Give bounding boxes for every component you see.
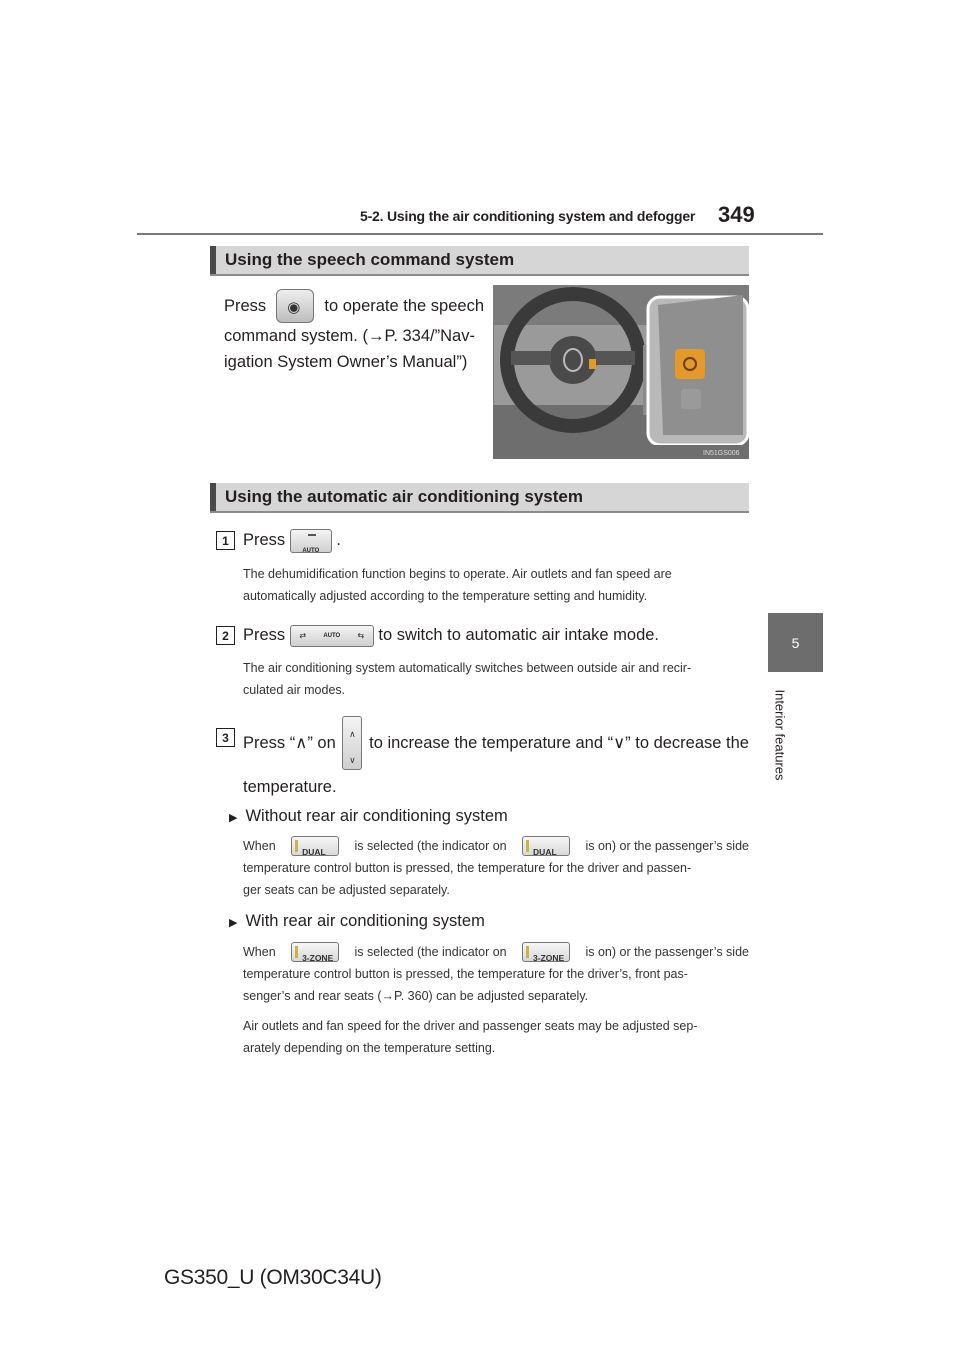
speech-paragraph: Press ◉ to operate the speech command system. (→P. 334/”Nav- igation System Owner’s Manual”)	[224, 289, 484, 375]
voice-command-button[interactable]	[276, 289, 314, 323]
step-1-description: The dehumidification function begins to operate. Air outlets and fan speed are automatically adjusted according to the temperature setting and humidity.	[243, 567, 672, 603]
step-2-description: The air conditioning system automatically switches between outside air and recir- culated air modes.	[243, 661, 692, 697]
without-rear-description: When DUAL is selected (the indicator on DUAL is on) or the passenger’s side temperature control button is pressed, the temperature for the driver and passen- ger seats can be adjusted separately.	[243, 835, 749, 901]
outside-air-icon: ⇆	[357, 630, 365, 640]
page-number: 349	[718, 202, 755, 227]
temperature-switch[interactable]	[342, 716, 362, 770]
chevron-down-icon: ∨	[349, 755, 356, 765]
model-code-footer: GS350_U (OM30C34U)	[164, 1266, 382, 1289]
with-rear-description: When 3-ZONE is selected (the indicator on 3-ZONE is on) or the passenger’s side temperature control button is pressed, the temperature for the driver’s, front pas- senger’s and rear seats (→P. 360) can be adjusted separately. Air outlets and fan speed for the driver and passenger seats may be adjusted sep- arately depending on the temperature setting.	[243, 941, 749, 1059]
air-intake-auto-button[interactable]: ⇄ AUTO ⇆	[290, 625, 374, 647]
chevron-up-icon: ∧	[349, 729, 356, 739]
step-3-text: Press “∧” on ∧ ∨ to increase the temperature and “∨” to decrease the temperature.	[243, 716, 749, 800]
triangle-bullet-icon: ▶	[229, 917, 238, 929]
triangle-bullet-icon: ▶	[229, 812, 238, 824]
dual-indicator: DUAL	[522, 836, 570, 856]
dual-button[interactable]: DUAL	[291, 836, 339, 856]
three-zone-button[interactable]: 3-ZONE	[291, 942, 339, 962]
section-heading-auto-ac: Using the automatic air conditioning system	[210, 483, 749, 513]
step-number-1: 1	[216, 531, 235, 550]
section-heading-speech: Using the speech command system	[210, 246, 749, 276]
steering-wheel-figure	[493, 285, 749, 459]
running-header-section: 5-2. Using the air conditioning system and defogger	[360, 208, 696, 224]
step-number-2: 2	[216, 626, 235, 645]
sub-heading-without-rear: ▶ Without rear air conditioning system	[229, 807, 508, 825]
step-2-text: Press ⇄ AUTO ⇆ to switch to automatic air intake mode.	[243, 622, 659, 648]
chapter-tab[interactable]	[768, 613, 823, 672]
header-rule	[137, 233, 823, 235]
recirculate-icon: ⇄	[299, 630, 307, 640]
auto-button[interactable]: AUTO	[290, 529, 332, 553]
figure-code: IN51GS006	[703, 450, 740, 457]
voice-command-icon: ◉	[287, 299, 301, 316]
chapter-tab-label: Interior features	[772, 689, 788, 781]
step-1-text: Press AUTO .	[243, 527, 341, 553]
three-zone-indicator: 3-ZONE	[522, 942, 570, 962]
chapter-number: 5	[791, 634, 800, 651]
step-number-3: 3	[216, 728, 235, 747]
sub-heading-with-rear: ▶ With rear air conditioning system	[229, 912, 485, 930]
